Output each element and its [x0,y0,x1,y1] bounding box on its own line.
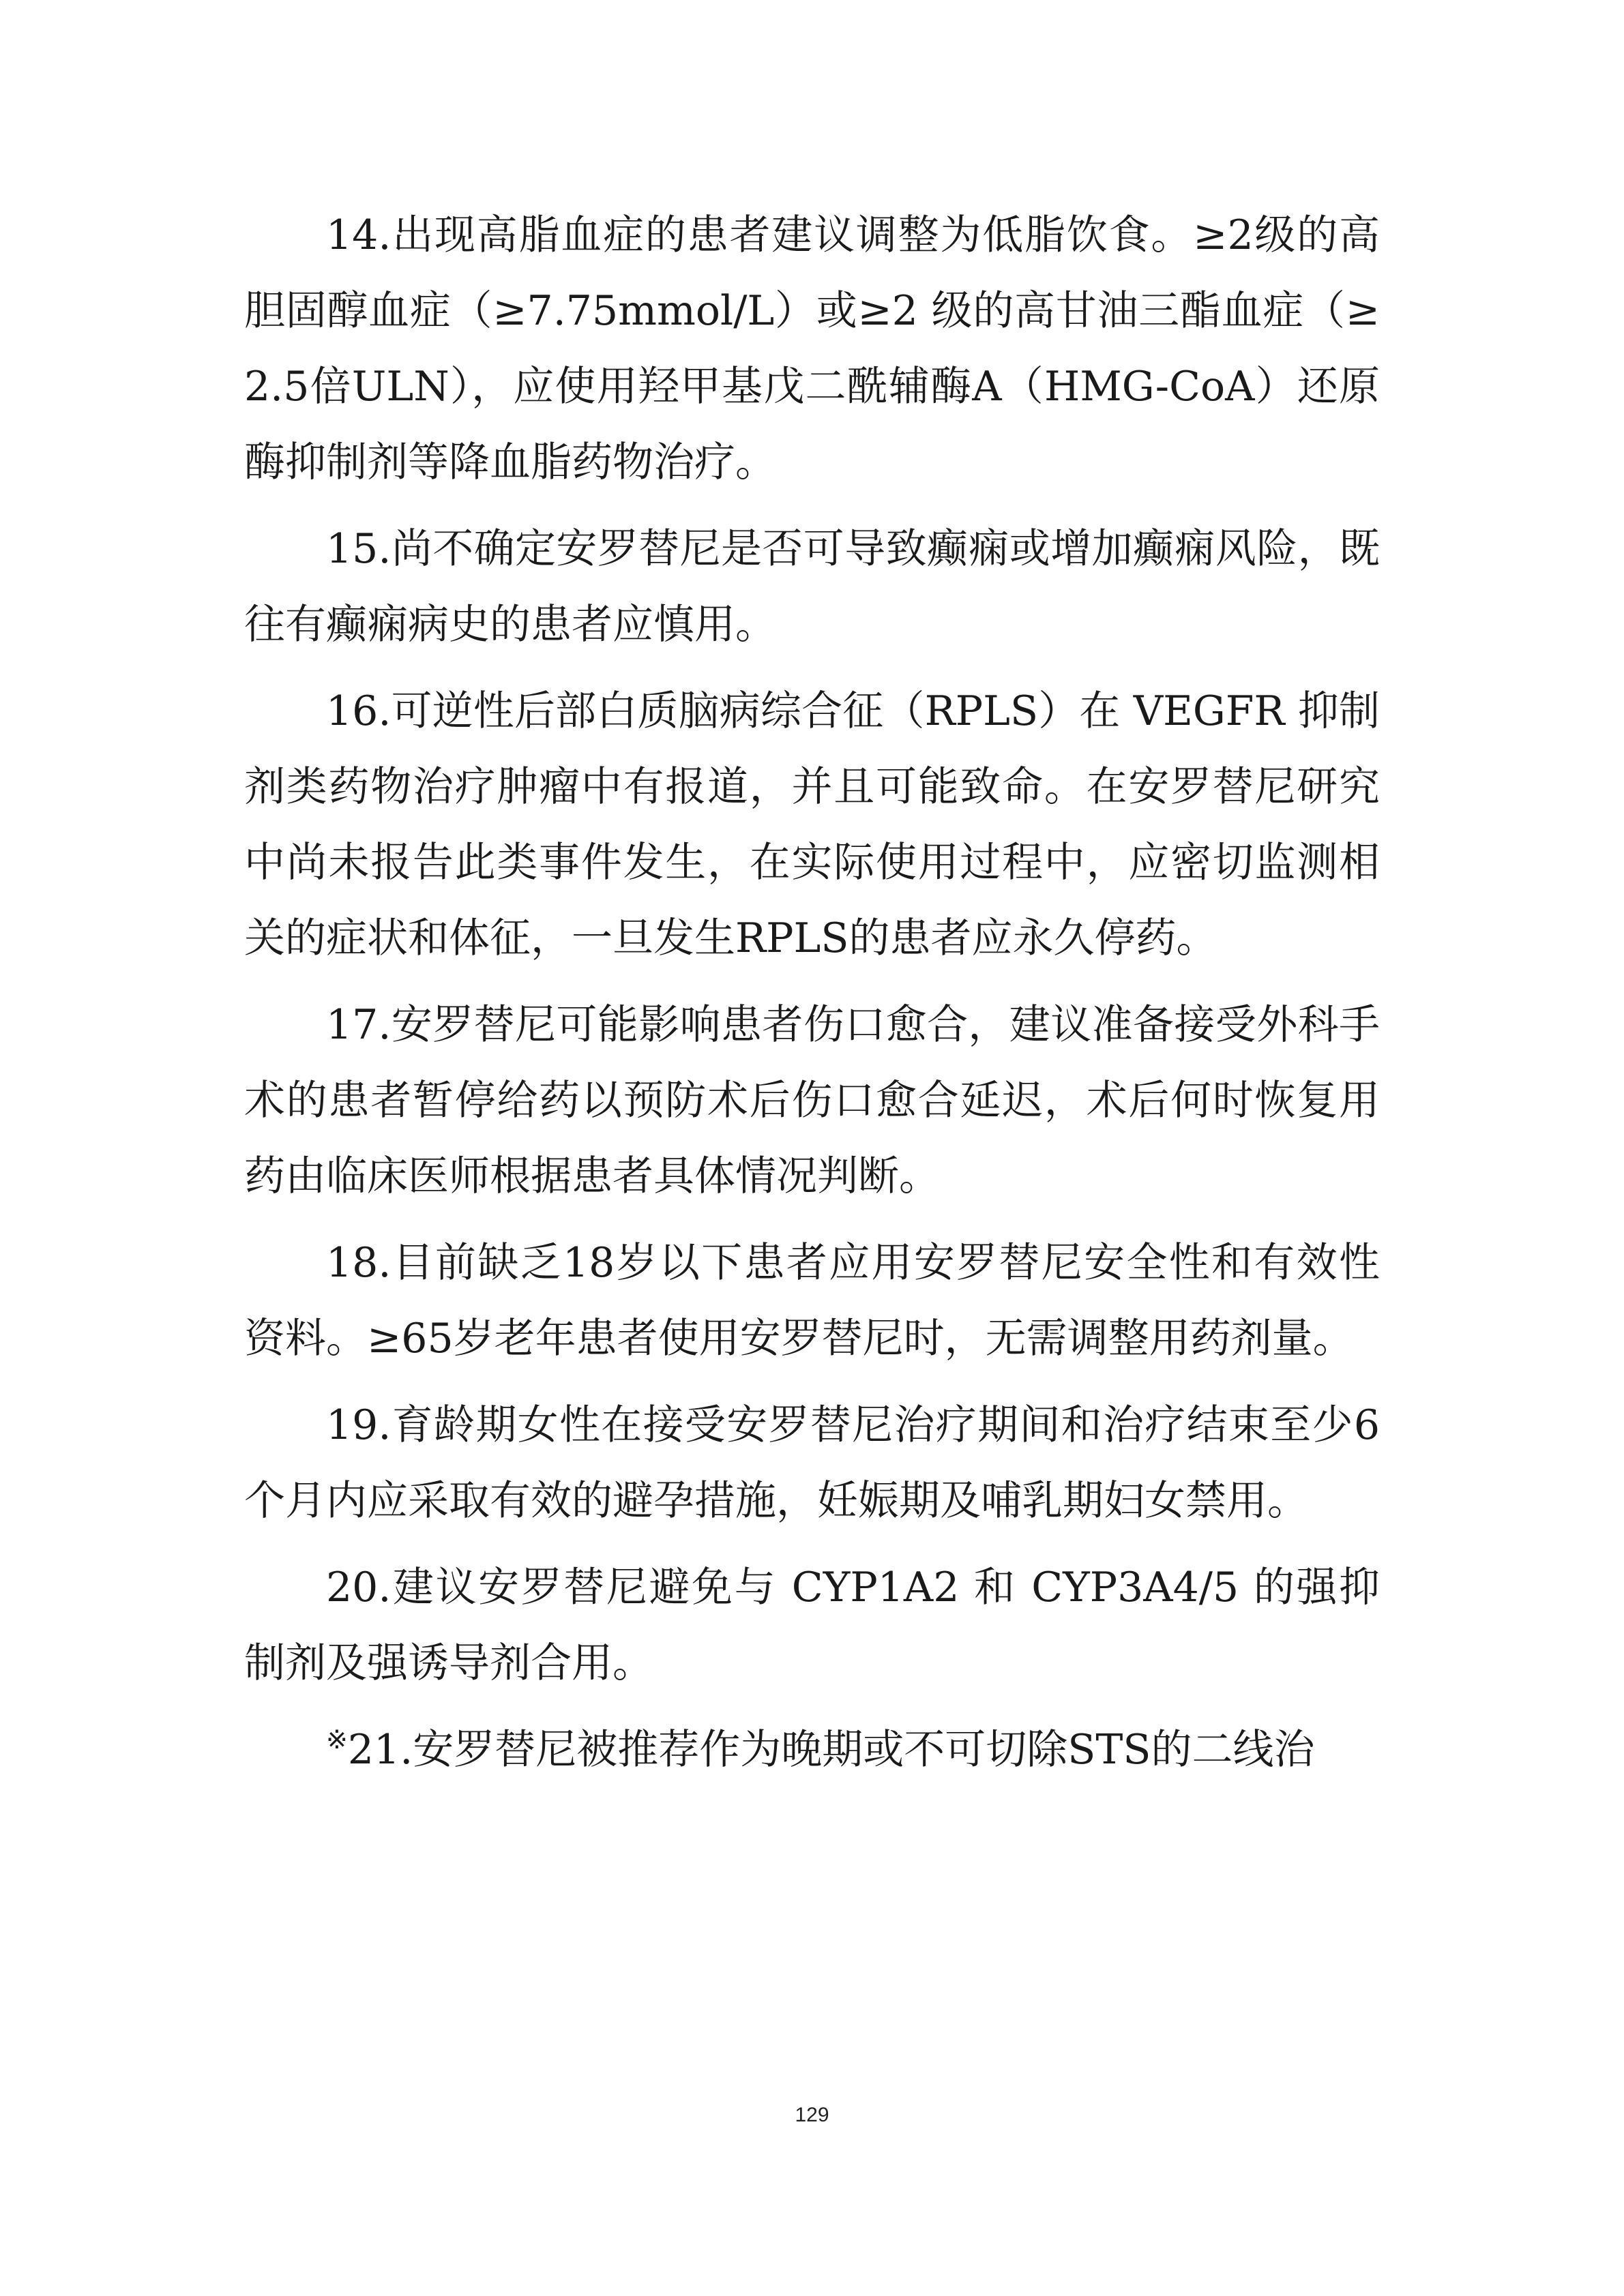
paragraph-text: 15.尚不确定安罗替尼是否可导致癫痫或增加癫痫风险，既往有癫痫病史的患者应慎用。 [244,525,1380,648]
paragraph-text: 18.目前缺乏18岁以下患者应用安罗替尼安全性和有效性资料。≥65岁老年患者使用安罗替尼时，无需调整用药剂量。 [244,1239,1380,1362]
reference-mark: ※ [326,1725,348,1755]
paragraph-21 [244,1712,1380,1788]
page-body [244,198,1380,1788]
paragraph-text: 20.建议安罗替尼避免与 CYP1A2 和 CYP3A4/5 的强抑制剂及强诱导剂合用。 [244,1564,1380,1687]
paragraph-text: 14.出现高脂血症的患者建议调整为低脂饮食。≥2级的高胆固醇血症（≥7.75mmol/L）或≥2 级的高甘油三酯血症（≥2.5倍ULN），应使用羟甲基戊二酰辅酶A（HMG-CoA）还原酶抑制剂等降血脂药物治疗。 [244,211,1380,486]
paragraph-14 [244,198,1380,501]
paragraph-18 [244,1225,1380,1377]
paragraph-17 [244,987,1380,1214]
paragraph-text: 21.安罗替尼被推荐作为晚期或不可切除STS的二线治 [347,1726,1315,1774]
paragraph-text: 19.育龄期女性在接受安罗替尼治疗期间和治疗结束至少6个月内应采取有效的避孕措施，妊娠期及哺乳期妇女禁用。 [244,1401,1380,1525]
paragraph-20 [244,1550,1380,1701]
paragraph-text: 16.可逆性后部白质脑病综合征（RPLS）在 VEGFR 抑制剂类药物治疗肿瘤中有报道，并且可能致命。在安罗替尼研究中尚未报告此类事件发生，在实际使用过程中，应密切监测相关的症状和体征，一旦发生RPLS的患者应永久停药。 [244,687,1380,962]
paragraph-19 [244,1388,1380,1539]
paragraph-16 [244,674,1380,976]
page-number: 129 [795,2104,829,2126]
paragraph-text: 17.安罗替尼可能影响患者伤口愈合，建议准备接受外科手术的患者暂停给药以预防术后伤口愈合延迟，术后何时恢复用药由临床医师根据患者具体情况判断。 [244,1001,1380,1200]
paragraph-15 [244,511,1380,663]
